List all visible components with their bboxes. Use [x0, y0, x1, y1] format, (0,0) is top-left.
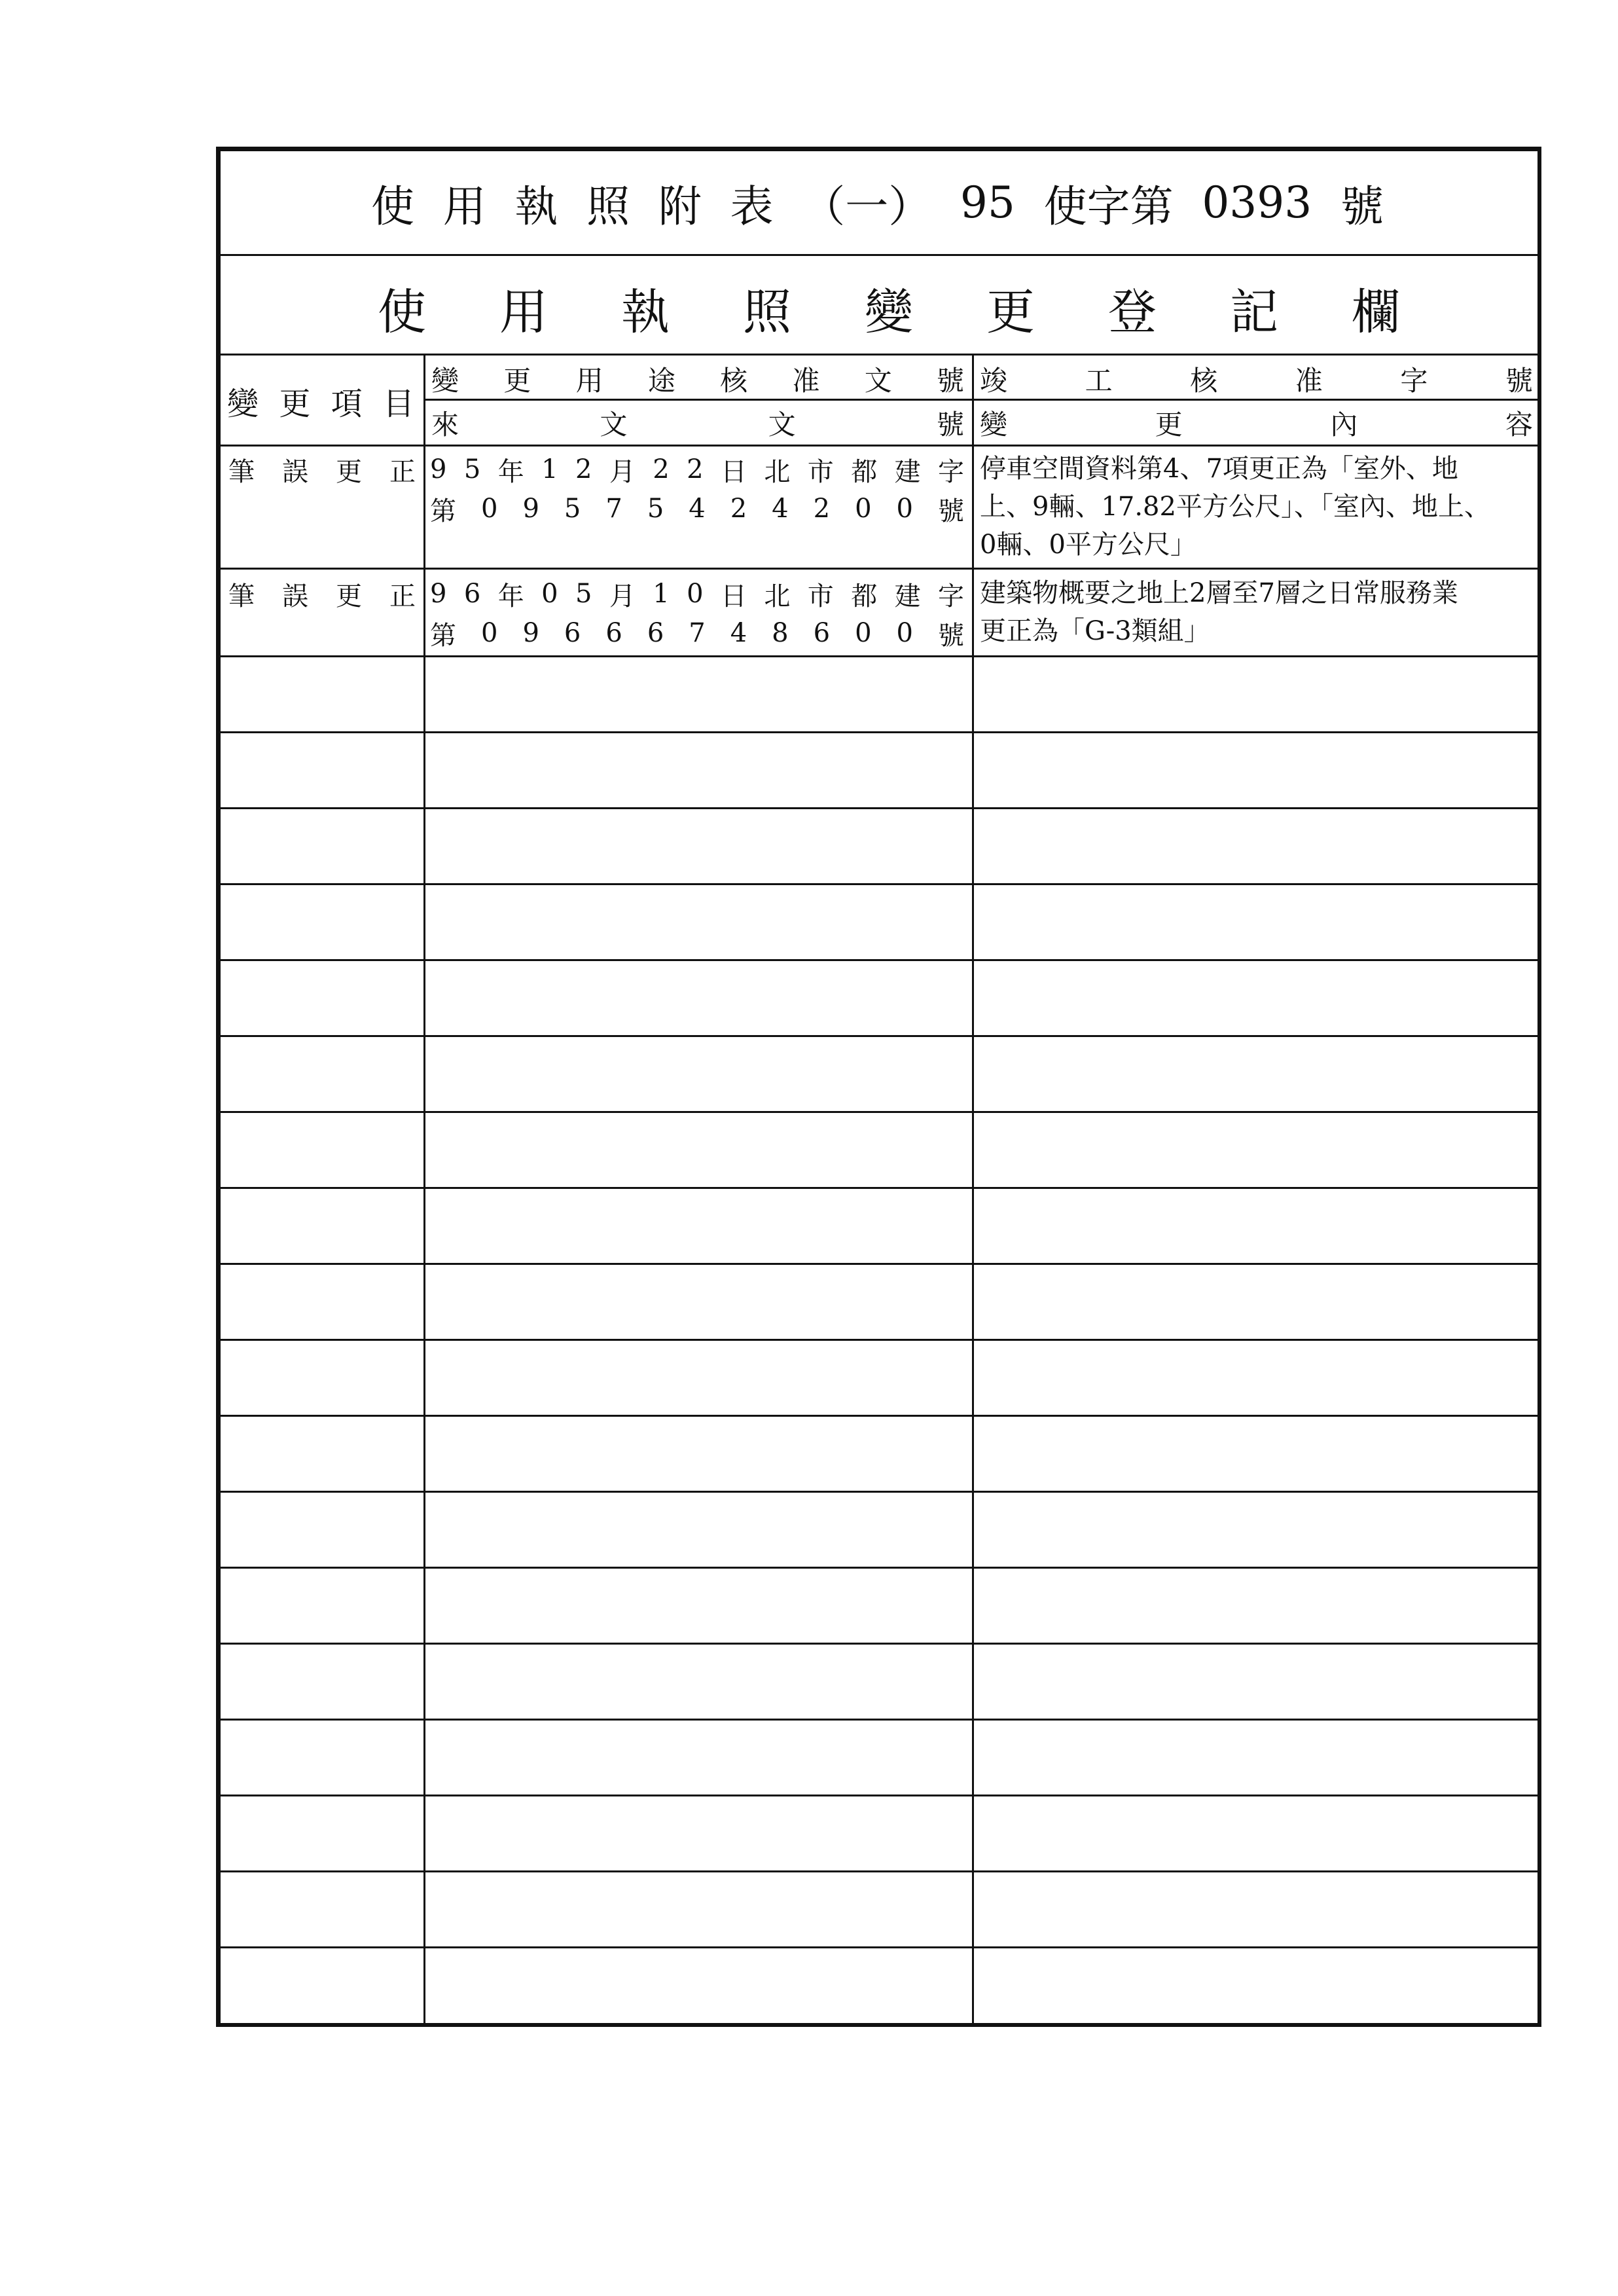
title-char: 用 [442, 181, 486, 232]
ref-char: 日 [720, 581, 747, 611]
ref-char: 號 [937, 496, 964, 526]
ref-char: 6 [463, 579, 481, 609]
subtitle-char: 變 [865, 284, 913, 340]
ref-char: 5 [647, 494, 664, 524]
ref-char: 2 [687, 454, 704, 484]
blank-row-line [221, 883, 1537, 885]
column-divider [972, 355, 974, 2023]
ref-char: 北 [764, 456, 791, 487]
form-title [371, 170, 1384, 235]
header-char: 用 [575, 365, 603, 397]
row-item-label [228, 575, 416, 612]
subtitle-char: 執 [621, 284, 670, 340]
ref-char: 0 [481, 494, 498, 524]
ref-char: 0 [855, 494, 872, 524]
ref-char: 市 [807, 456, 834, 487]
header-char: 途 [647, 365, 675, 397]
header-char: 字 [1400, 365, 1428, 397]
ref-char: 1 [653, 579, 670, 609]
header-char: 目 [382, 385, 414, 422]
header-char: 文 [600, 409, 628, 441]
subtitle-char: 照 [743, 284, 791, 340]
row-change-content [980, 450, 1490, 564]
ref-char: 9 [430, 454, 447, 484]
subtitle-row [221, 256, 1537, 355]
row-ref-line2 [430, 490, 964, 527]
ref-char: 9 [430, 579, 447, 609]
header-char: 變 [980, 409, 1008, 441]
ref-char: 字 [938, 456, 964, 487]
form-subtitle [378, 276, 1400, 341]
ref-char: 4 [772, 494, 789, 524]
blank-row-line [221, 959, 1537, 961]
content-line: 建築物概要之地上2層至7層之日常服務業 [980, 578, 1458, 608]
item-char: 筆 [228, 581, 255, 611]
row-ref-line1 [430, 575, 964, 612]
header-char: 文 [768, 409, 796, 441]
ref-char: 第 [430, 620, 456, 651]
ref-char: 字 [938, 581, 964, 611]
title-char: 表 [730, 181, 774, 232]
ref-char: 9 [522, 618, 539, 648]
header-char: 准 [792, 365, 820, 397]
row-ref-line2 [430, 615, 964, 651]
content-line: 0輛、0平方公尺」 [980, 530, 1196, 560]
ref-char: 6 [605, 618, 622, 648]
row-divider [221, 568, 1537, 570]
blank-row-line [221, 1035, 1537, 1037]
title-char: 執 [514, 181, 558, 232]
ref-char: 2 [730, 494, 747, 524]
ref-char: 0 [896, 494, 913, 524]
ref-char: 5 [575, 579, 592, 609]
ref-char: 9 [522, 494, 539, 524]
title-char: 使 [371, 181, 414, 232]
ref-char: 4 [730, 618, 747, 648]
content-line: 上、9輛、17.82平方公尺」、「室內、地上、 [980, 492, 1490, 522]
header-char: 更 [1155, 409, 1183, 441]
header-char: 內 [1330, 409, 1358, 441]
item-char: 更 [336, 581, 362, 611]
title-char: 號 [1340, 181, 1384, 232]
ref-char: 4 [689, 494, 706, 524]
subtitle-char: 更 [986, 284, 1035, 340]
header-char: 來 [431, 409, 459, 441]
item-char: 更 [336, 456, 362, 487]
header-approval-number [431, 362, 964, 396]
ref-char: 6 [813, 618, 831, 648]
item-char: 誤 [282, 456, 308, 487]
item-char: 誤 [282, 581, 308, 611]
ref-char: 0 [481, 618, 498, 648]
ref-char: 建 [894, 581, 921, 611]
header-char: 更 [503, 365, 531, 397]
header-char: 號 [1505, 365, 1533, 397]
title-char: （一） [802, 181, 932, 232]
ref-char: 0 [687, 579, 704, 609]
blank-row-line [221, 1567, 1537, 1569]
column-divider [423, 355, 425, 2023]
header-completion-number [980, 362, 1533, 396]
ref-char: 0 [541, 579, 558, 609]
subtitle-char: 欄 [1352, 284, 1400, 340]
blank-row-line [221, 1111, 1537, 1113]
ref-char: 日 [720, 456, 747, 487]
ref-char: 市 [807, 581, 834, 611]
header-char: 號 [936, 409, 964, 441]
ref-char: 年 [497, 456, 524, 487]
blank-row-line [221, 1870, 1537, 1872]
header-char: 項 [331, 385, 363, 422]
header-char: 核 [720, 365, 748, 397]
header-char: 變 [227, 385, 259, 422]
ref-char: 2 [653, 454, 670, 484]
blank-row-line [221, 1643, 1537, 1645]
ref-char: 第 [430, 496, 456, 526]
blank-row-line [221, 1795, 1537, 1796]
header-char: 准 [1295, 365, 1323, 397]
title-char: 95 [960, 177, 1015, 228]
ref-char: 北 [764, 581, 791, 611]
header-change-content [980, 406, 1533, 440]
ref-char: 年 [497, 581, 524, 611]
license-form-table [216, 147, 1541, 2027]
subtitle-char: 使 [378, 284, 426, 340]
header-incoming-number [431, 406, 964, 440]
ref-char: 2 [575, 454, 592, 484]
header-char: 核 [1190, 365, 1218, 397]
header-char: 變 [431, 365, 459, 397]
row-change-content [980, 574, 1458, 650]
blank-row-line [221, 1719, 1537, 1721]
subtitle-char: 記 [1230, 284, 1278, 340]
title-row [221, 151, 1537, 256]
ref-char: 5 [463, 454, 481, 484]
header-char: 容 [1505, 409, 1533, 441]
ref-char: 0 [896, 618, 913, 648]
ref-char: 建 [894, 456, 921, 487]
blank-row-line [221, 1339, 1537, 1341]
header-char: 更 [279, 385, 311, 422]
ref-char: 月 [609, 581, 636, 611]
header-char: 工 [1085, 365, 1113, 397]
blank-row-line [221, 1415, 1537, 1417]
blank-row-line [221, 1491, 1537, 1493]
row-item-label [228, 451, 416, 488]
header-char: 文 [864, 365, 892, 397]
subtitle-char: 用 [499, 284, 548, 340]
row-ref-line1 [430, 451, 964, 488]
subtitle-char: 登 [1108, 284, 1157, 340]
ref-char: 5 [564, 494, 581, 524]
ref-char: 都 [851, 456, 878, 487]
title-char: 附 [658, 181, 702, 232]
blank-row-line [221, 1263, 1537, 1265]
title-char: 0393 [1202, 177, 1312, 228]
ref-char: 8 [772, 618, 789, 648]
ref-char: 號 [937, 620, 964, 651]
ref-char: 7 [605, 494, 622, 524]
header-item-label [227, 378, 414, 424]
blank-row-line [221, 1187, 1537, 1189]
ref-char: 月 [609, 456, 636, 487]
item-char: 正 [389, 581, 416, 611]
blank-row-line [221, 1946, 1537, 1948]
item-char: 筆 [228, 456, 255, 487]
blank-row-line [221, 731, 1537, 733]
header-divider [423, 399, 1537, 401]
content-line: 更正為「G-3類組」 [980, 616, 1210, 646]
blank-row-line [221, 807, 1537, 809]
title-char: 使字第 [1043, 181, 1174, 232]
ref-char: 2 [813, 494, 831, 524]
ref-char: 6 [564, 618, 581, 648]
ref-char: 0 [855, 618, 872, 648]
header-bottom-line [221, 445, 1537, 446]
content-line: 停車空間資料第4、7項更正為「室外、地 [980, 454, 1458, 484]
ref-char: 1 [541, 454, 558, 484]
title-char: 照 [586, 181, 630, 232]
item-char: 正 [389, 456, 416, 487]
ref-char: 7 [689, 618, 706, 648]
row-divider [221, 655, 1537, 657]
header-char: 竣 [980, 365, 1008, 397]
ref-char: 都 [851, 581, 878, 611]
ref-char: 6 [647, 618, 664, 648]
header-char: 號 [936, 365, 964, 397]
